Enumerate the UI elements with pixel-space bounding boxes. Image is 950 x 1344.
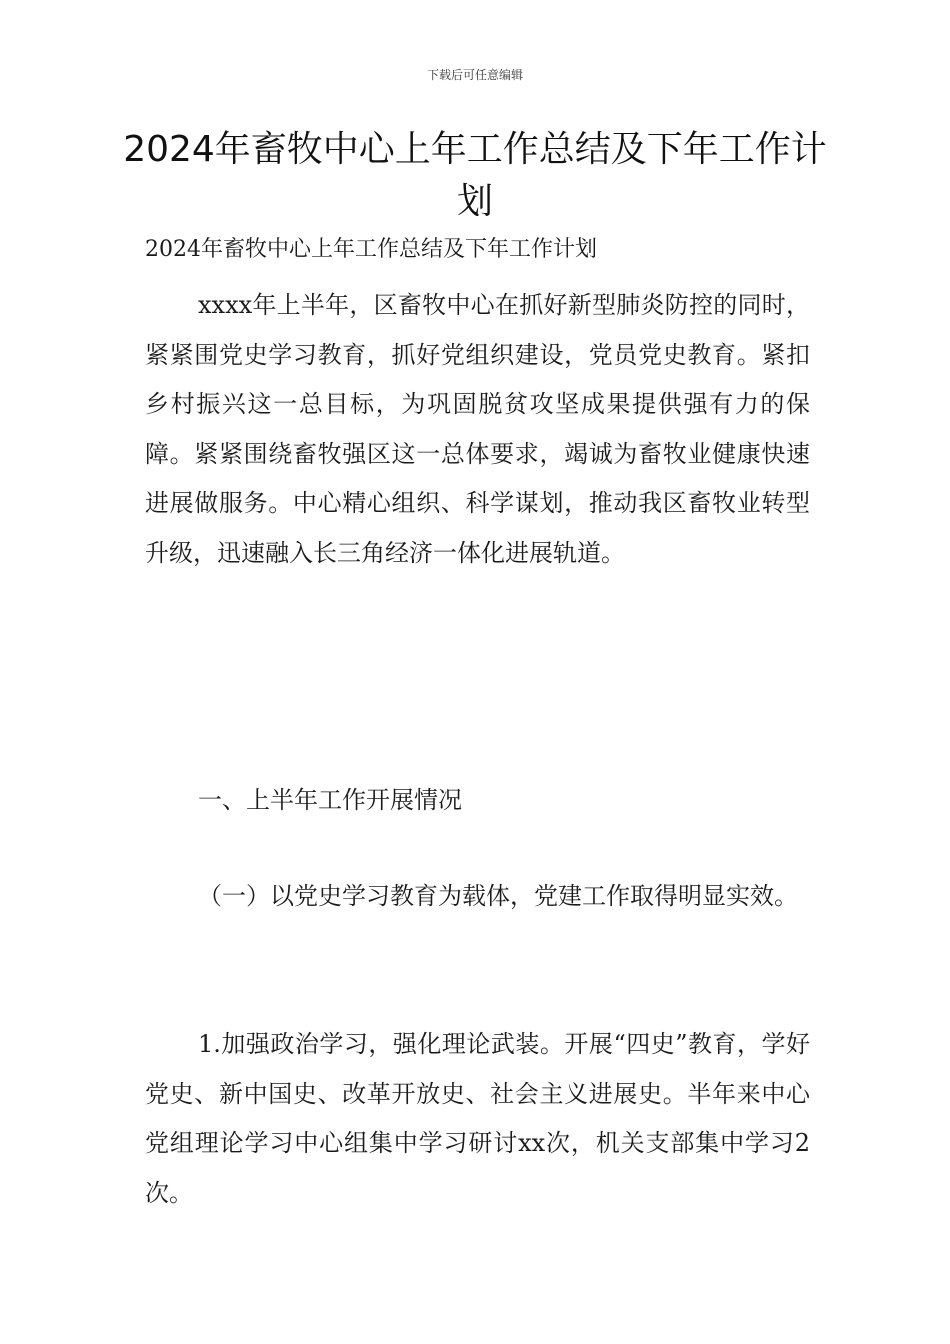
document-title: 2024年畜牧中心上年工作总结及下年工作计划: [123, 129, 827, 222]
section-heading: 一、上半年工作开展情况: [198, 786, 462, 814]
header-note: 下载后可任意编辑: [426, 68, 523, 82]
intro-paragraph: xxxx年上半年，区畜牧中心在抓好新型肺炎防控的同时，紧紧围党史学习教育，抓好党组织建设，党员党史教育。紧扣乡村振兴这一总目标，为巩固脱贫攻坚成果提供强有力的保障。紧紧围绕畜牧强区这一总体要求，竭诚为畜牧业健康快速进展做服务。中心精心组织、科学谋划，推动我区畜牧业转型升级，迅速融入长三角经济一体化进展轨道。: [145, 291, 810, 567]
item-paragraph: 1.加强政治学习，强化理论武装。开展“四史”教育，学好党史、新中国史、改革开放史、社会主义进展史。半年来中心党组理论学习中心组集中学习研讨xx次，机关支部集中学习2次。: [145, 1030, 810, 1207]
document-subtitle: 2024年畜牧中心上年工作总结及下年工作计划: [145, 237, 597, 262]
subsection-heading: （一）以党史学习教育为载体，党建工作取得明显实效。: [198, 882, 798, 910]
